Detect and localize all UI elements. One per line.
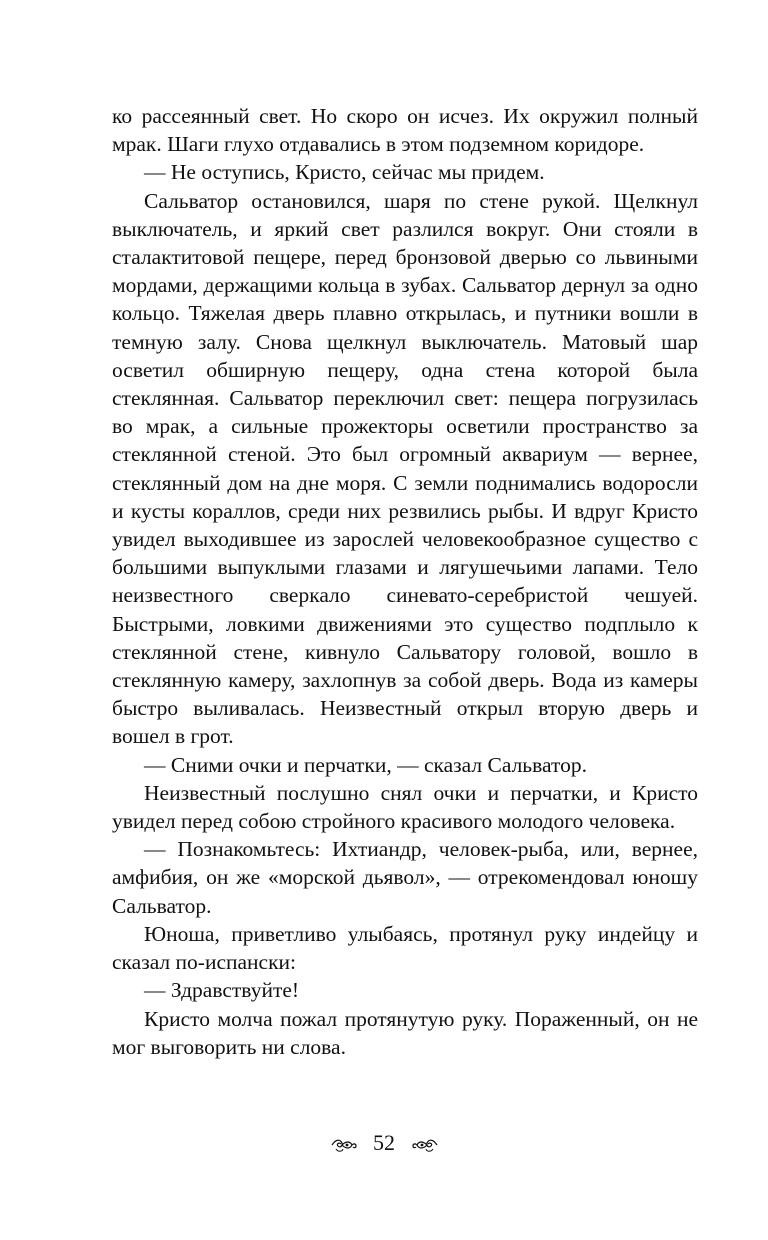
paragraph-3: Сальватор остановился, шаря по стене рукой. Щелкнул выключатель, и яркий свет разлился вокруг. Они стояли в сталактитовой пещере, перед бронзовой дверью со львиными мордами, держащими кольца в зубах. Сальватор дернул за одно кольцо. Тяжелая дверь плавно открылась, и путники вошли в темную залу. Снова щелкнул выключатель. Матовый шар осветил обширную пещеру, одна стена которой была стеклянная. Сальватор переключил свет: пещера погрузилась во мрак, а сильные прожекторы осветили пространство за стеклянной стеной. Это был огромный аквариум — вернее, стеклянный дом на дне моря. С земли поднимались водоросли и кусты кораллов, среди них резвились рыбы. И вдруг Кристо увидел выходившее из зарослей человекообразное существо с большими выпуклыми глазами и лягушечьими лапами. Тело неизвестного сверкало синевато-серебристой чешуей. Быстрыми, ловкими движениями это существо подплыло к стеклянной стене, кивнуло Сальватору головой, вошло в стеклянную камеру, захлопнув за собой дверь. Вода из камеры быстро выливалась. Неизвестный открыл вторую дверь и вошел в грот.: [112, 188, 698, 749]
paragraph-4: — Сними очки и перчатки, — сказал Сальватор.: [144, 752, 587, 777]
paragraph-8: — Здравствуйте!: [144, 978, 300, 1003]
paragraph-6: — Познакомьтесь: Ихтиандр, человек-рыба, или, вернее, амфибия, он же «морской дьявол», — отрекомендовал юношу Сальватор.: [112, 837, 698, 918]
paragraph-2: — Не оступись, Кристо, сейчас мы придем.: [144, 160, 545, 185]
page-body: [112, 102, 698, 1061]
paragraph-7: Юноша, приветливо улыбаясь, протянул руку индейцу и сказал по-испански:: [112, 921, 698, 975]
floral-fleuron-icon-right: [411, 1136, 439, 1154]
paragraph-9: Кристо молча пожал протянутую руку. Пораженный, он не мог выговорить ни слова.: [112, 1006, 698, 1059]
paragraph-5: Неизвестный послушно снял очки и перчатки, и Кристо увидел перед собою стройного красивого молодого человека.: [112, 780, 698, 834]
paragraph-1: ко рассеянный свет. Но скоро он исчез. Их окружил полный мрак. Шаги глухо отдавались в этом подземном коридоре.: [112, 104, 698, 157]
page-footer: [0, 1128, 768, 1158]
floral-fleuron-icon-left: [330, 1136, 358, 1154]
page-number: 52: [373, 1130, 395, 1155]
